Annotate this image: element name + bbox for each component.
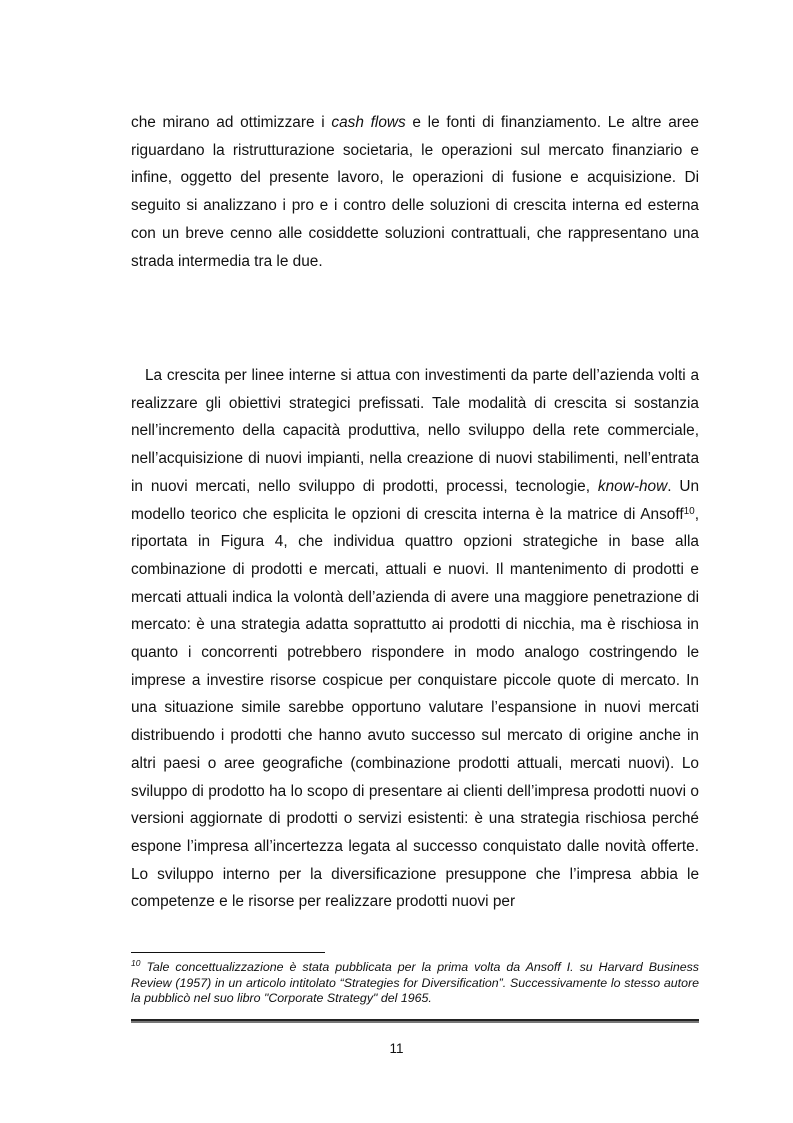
page-number: 11 bbox=[389, 1041, 404, 1056]
paragraph-1-italic-term: cash flows bbox=[331, 114, 406, 131]
paragraph-2-text-a: La crescita per linee interne si attua con investimenti da parte dell’azienda volti a realizzare gli obiettivi strategici prefissati. Tale modalità di crescita si sostanzia nell’incremento della capacità produttiva, nello sviluppo della rete commerciale, nell’acquisizione di nuovi impianti, nella creazione di nuovi stabilimenti, nell’entrata in nuovi mercati, nello sviluppo di prodotti, processi, tecnologie, bbox=[131, 367, 699, 495]
footnote-marker: 10 bbox=[131, 958, 141, 968]
body-paragraph-1 bbox=[131, 109, 699, 275]
page-bottom-rule bbox=[131, 1019, 699, 1021]
footnote-reference[interactable]: 10 bbox=[683, 505, 695, 517]
footnote-separator bbox=[131, 952, 325, 953]
paragraph-2-text-c: , riportata in Figura 4, che individua quattro opzioni strategiche in base alla combinazione di prodotti e mercati, attuali e nuovi. Il mantenimento di prodotti e mercati attuali indica la volontà dell’azienda di avere una maggiore penetrazione di mercato: è una strategia adatta soprattutto ai prodotti di nicchia, ma è rischiosa in quanto i concorrenti potrebbero rispondere in modo analogo costringendo le imprese a investire risorse cospicue per conquistare piccole quote di mercato. In una situazione simile sarebbe opportuno valutare l’espansione in nuovi mercati distribuendo i prodotti che hanno avuto successo sul mercato di origine anche in altri paesi o aree geografiche (combinazione prodotti attuali, mercati nuovi). Lo sviluppo di prodotto ha lo scopo di presentare ai clienti dell’impresa prodotti nuovi o versioni aggiornate di prodotti o servizi esistenti: è una strategia rischiosa perché espone l’impresa all’incertezza legata al successo conquistato dalle novità offerte. Lo sviluppo interno per la diversificazione presuppone che l’impresa abbia le competenze e le risorse per realizzare prodotti nuovi per bbox=[131, 505, 699, 911]
paragraph-2-text-b: . Un modello teorico che esplicita le opzioni di crescita interna è la matrice di Ansoff bbox=[131, 477, 700, 523]
paragraph-1-text-b: e le fonti di finanziamento. Le altre aree riguardano la ristrutturazione societaria, le operazioni sul mercato finanziario e infine, oggetto del presente lavoro, le operazioni di fusione e acquisizione. Di seguito si analizzano i pro e i contro delle soluzioni di crescita interna ed esterna con un breve cenno alle cosiddette soluzioni contrattuali, che rappresentano una strada intermedia tra le due. bbox=[131, 114, 699, 270]
paragraph-2-italic-term: know-how bbox=[597, 477, 668, 495]
body-paragraph-2 bbox=[131, 362, 699, 916]
paragraph-1-text-a: che mirano ad ottimizzare i bbox=[131, 114, 332, 131]
section-heading bbox=[160, 318, 165, 346]
footnote-text: Tale concettualizzazione è stata pubblicata per la prima volta da Ansoff I. su Harvard Business Review (1957) in un articolo intitolato “Strategies for Diversification”. Successivamente lo stesso autore la pubblicò nel suo libro "Corporate Strategy" del 1965. bbox=[131, 960, 699, 1006]
footnote bbox=[131, 960, 699, 1007]
